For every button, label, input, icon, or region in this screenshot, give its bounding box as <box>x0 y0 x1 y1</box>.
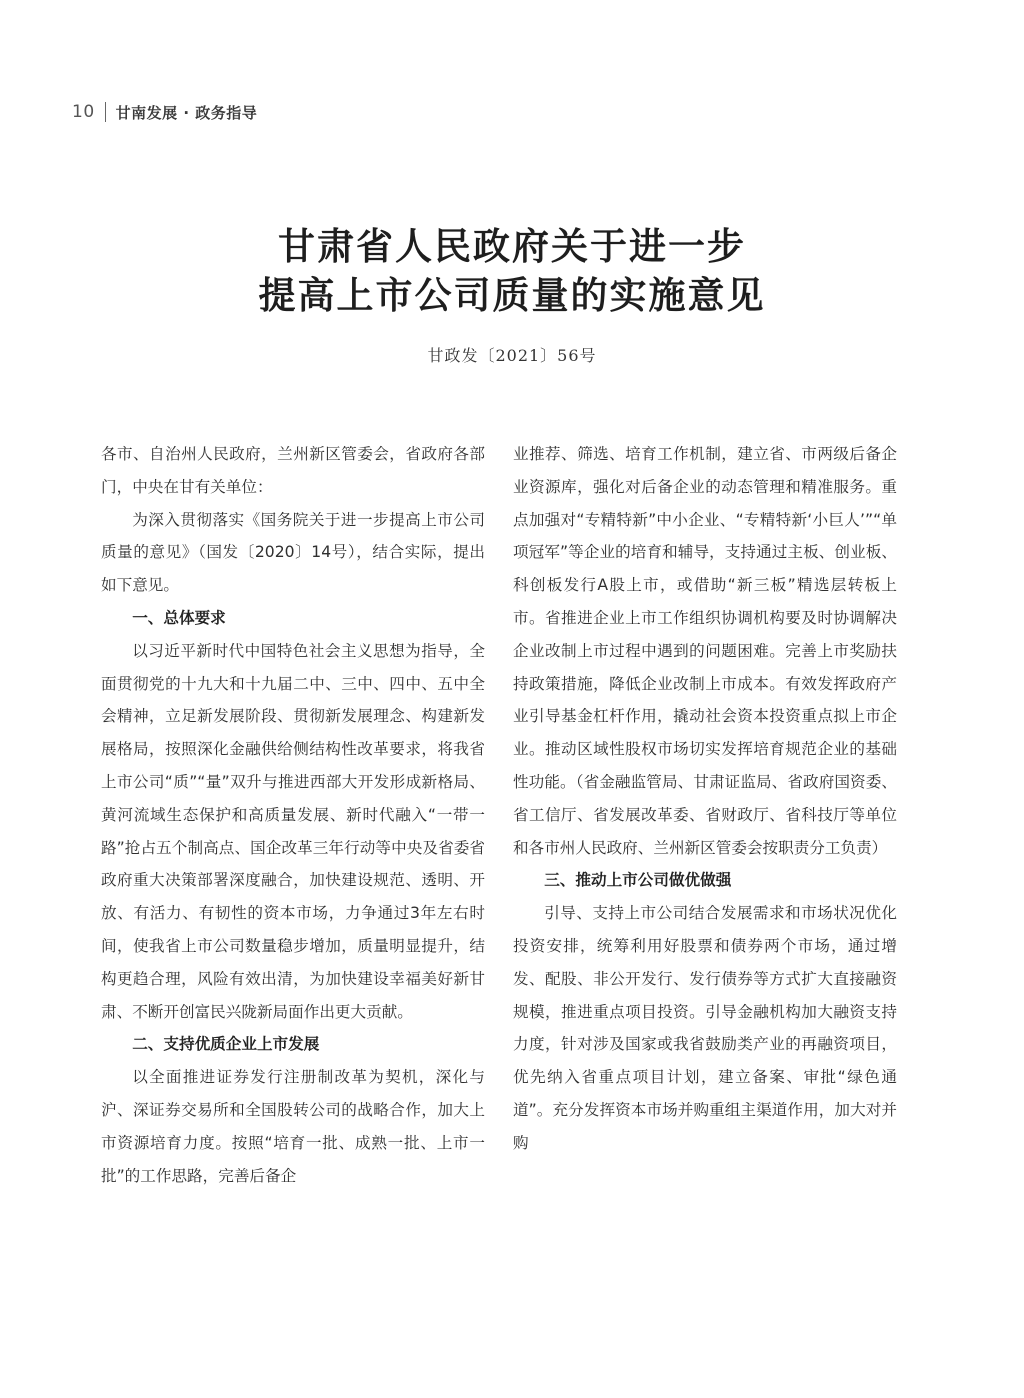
right-column <box>513 438 897 1160</box>
running-header <box>72 98 257 126</box>
page-number: 10 <box>72 102 95 122</box>
journal-name: 甘南发展 · 政务指导 <box>115 103 258 122</box>
addressee-paragraph: 各市、自治州人民政府，兰州新区管委会，省政府各部门，中央在甘有关单位： <box>101 445 485 496</box>
section-3-paragraph: 引导、支持上市公司结合发展需求和市场状况优化投资安排，统筹利用好股票和债券两个市场，通过增发、配股、非公开发行、发行债券等方式扩大直接融资规模，推进重点项目投资。引导金融机构加大融资支持力度，针对涉及国家或我省鼓励类产业的再融资项目，优先纳入省重点项目计划，建立备案、审批“绿色通道”。充分发挥资本市场并购重组主渠道作用，加大对并购 <box>513 904 897 1152</box>
title-line-1: 甘肃省人民政府关于进一步 <box>278 224 746 268</box>
document-number: 甘政发〔2021〕56号 <box>427 346 597 365</box>
left-column <box>101 438 485 1192</box>
header-divider <box>105 102 106 122</box>
section-heading-1: 一、总体要求 <box>132 608 226 627</box>
intro-paragraph: 为深入贯彻落实《国务院关于进一步提高上市公司质量的意见》（国发〔2020〕14号），结合实际，提出如下意见。 <box>101 510 485 595</box>
section-heading-3: 三、推动上市公司做优做强 <box>544 871 732 890</box>
title-line-2: 提高上市公司质量的实施意见 <box>258 273 766 317</box>
section-heading-2: 二、支持优质企业上市发展 <box>132 1035 320 1054</box>
section-2-paragraph-continued: 业推荐、筛选、培育工作机制，建立省、市两级后备企业资源库，强化对后备企业的动态管理和精准服务。重点加强对“专精特新”中小企业、“专精特新‘小巨人’”“单项冠军”等企业的培育和辅导，支持通过主板、创业板、科创板发行A股上市，或借助“新三板”精选层转板上市。省推进企业上市工作组织协调机构要及时协调解决企业改制上市过程中遇到的问题困难。完善上市奖励扶持政策措施，降低企业改制上市成本。有效发挥政府产业引导基金杠杆作用，撬动社会资本投资重点拟上市企业。推动区域性股权市场切实发挥培育规范企业的基础性功能。（省金融监管局、甘肃证监局、省政府国资委、省工信厅、省发展改革委、省财政厅、省科技厅等单位和各市州人民政府、兰州新区管委会按职责分工负责） <box>513 445 897 857</box>
section-2-paragraph-start: 以全面推进证券发行注册制改革为契机，深化与沪、深证券交易所和全国股转公司的战略合作，加大上市资源培育力度。按照“培育一批、成熟一批、上市一批”的工作思路，完善后备企 <box>101 1068 485 1185</box>
section-1-paragraph: 以习近平新时代中国特色社会主义思想为指导，全面贯彻党的十九大和十九届二中、三中、四中、五中全会精神，立足新发展阶段、贯彻新发展理念、构建新发展格局，按照深化金融供给侧结构性改革要求，将我省上市公司“质”“量”双升与推进西部大开发形成新格局、黄河流域生态保护和高质量发展、新时代融入“一带一路”抢占五个制高点、国企改革三年行动等中央及省委省政府重大决策部署深度融合，加快建设规范、透明、开放、有活力、有韧性的资本市场，力争通过3年左右时间，使我省上市公司数量稳步增加，质量明显提升，结构更趋合理，风险有效出清，为加快建设幸福美好新甘肃、不断开创富民兴陇新局面作出更大贡献。 <box>101 641 485 1021</box>
document-title <box>0 222 1024 320</box>
